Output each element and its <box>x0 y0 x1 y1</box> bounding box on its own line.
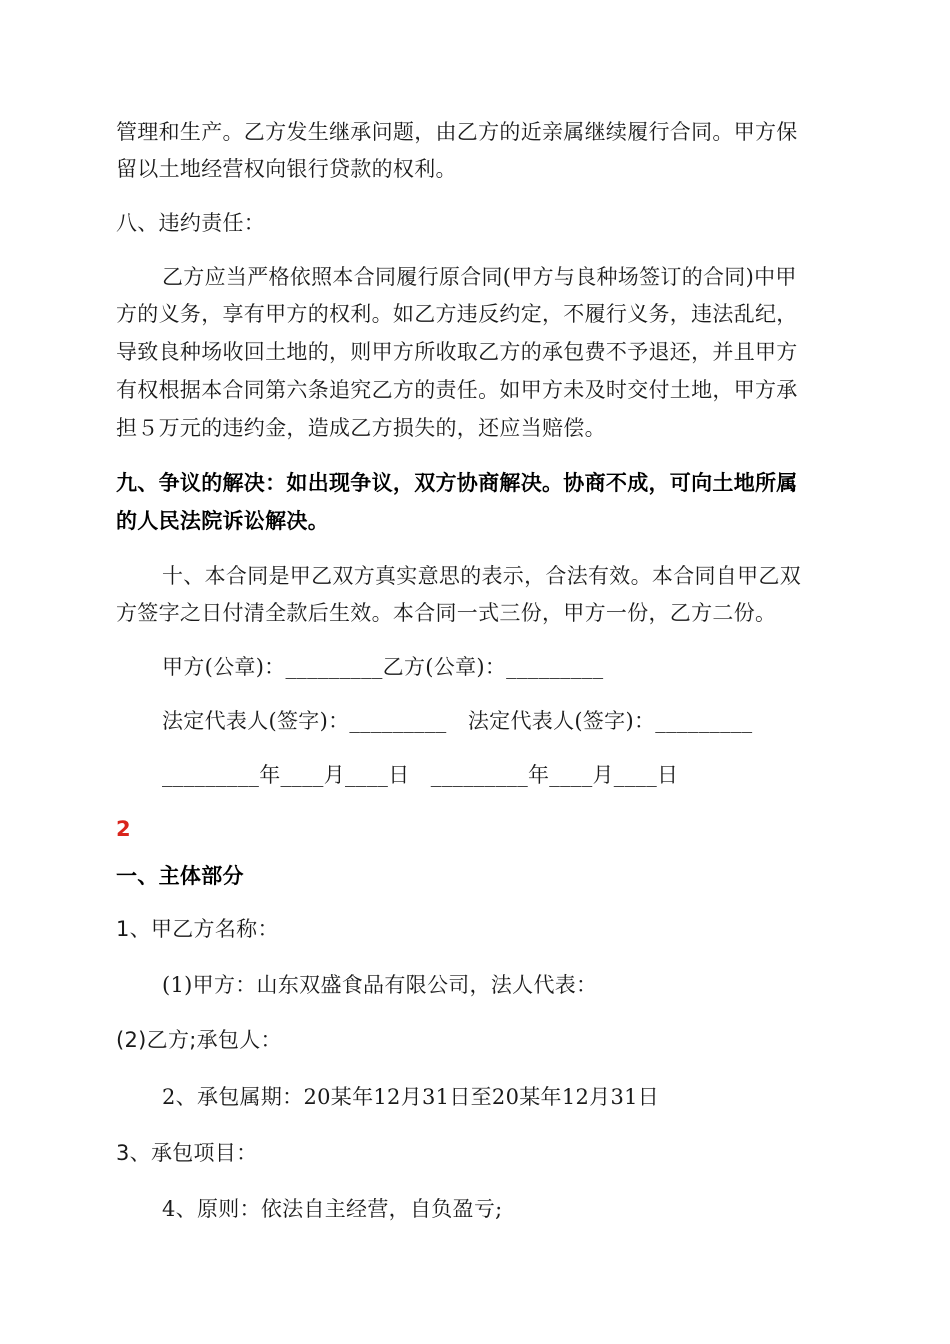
paragraph-line: 有权根据本合同第六条追究乙方的责任。如甲方未及时交付土地，甲方承 <box>116 378 798 402</box>
item-4: 4、原则：依法自主经营，自负盈亏; <box>162 1197 503 1221</box>
paragraph-line: 导致良种场收回土地的，则甲方所收取乙方的承包费不予退还，并且甲方 <box>116 340 798 364</box>
paragraph-line: 十、本合同是甲乙双方真实意思的表示，合法有效。本合同自甲乙双 <box>162 564 801 588</box>
paragraph-line: 方的义务，享有甲方的权利。如乙方违反约定，不履行义务，违法乱纪， <box>116 302 798 326</box>
section-number: 2 <box>116 817 131 841</box>
signature-seal-line: 甲方(公章)：_________乙方(公章)：_________ <box>162 655 604 679</box>
paragraph-line: 担５万元的违约金，造成乙方损失的，还应当赔偿。 <box>116 416 606 440</box>
item-1a: (1)甲方：山东双盛食品有限公司，法人代表： <box>162 973 598 997</box>
paragraph-line: 方签字之日付清全款后生效。本合同一式三份，甲方一份，乙方二份。 <box>116 601 777 625</box>
signature-representative-line: 法定代表人(签字)：_________ 法定代表人(签字)：_________ <box>162 709 753 733</box>
section-heading-9: 九、争议的解决：如出现争议，双方协商解决。协商不成，可向土地所属 <box>116 471 798 495</box>
item-1b: (2)乙方;承包人： <box>116 1028 282 1052</box>
paragraph-line: 管理和生产。乙方发生继承问题，由乙方的近亲属继续履行合同。甲方保 <box>116 120 798 144</box>
part2-heading: 一、主体部分 <box>116 864 244 888</box>
paragraph-line: 乙方应当严格依照本合同履行原合同(甲方与良种场签订的合同)中甲 <box>162 265 797 289</box>
item-1: 1、甲乙方名称： <box>116 917 279 941</box>
signature-date-line: _________年____月____日 _________年____月____日 <box>162 763 679 787</box>
item-2: 2、承包属期：20某年12月31日至20某年12月31日 <box>162 1085 660 1109</box>
paragraph-line: 留以土地经营权向银行贷款的权利。 <box>116 157 457 181</box>
section-heading-8: 八、违约责任： <box>116 211 266 235</box>
section-heading-9-cont: 的人民法院诉讼解决。 <box>116 509 329 533</box>
item-3: 3、承包项目： <box>116 1141 258 1165</box>
